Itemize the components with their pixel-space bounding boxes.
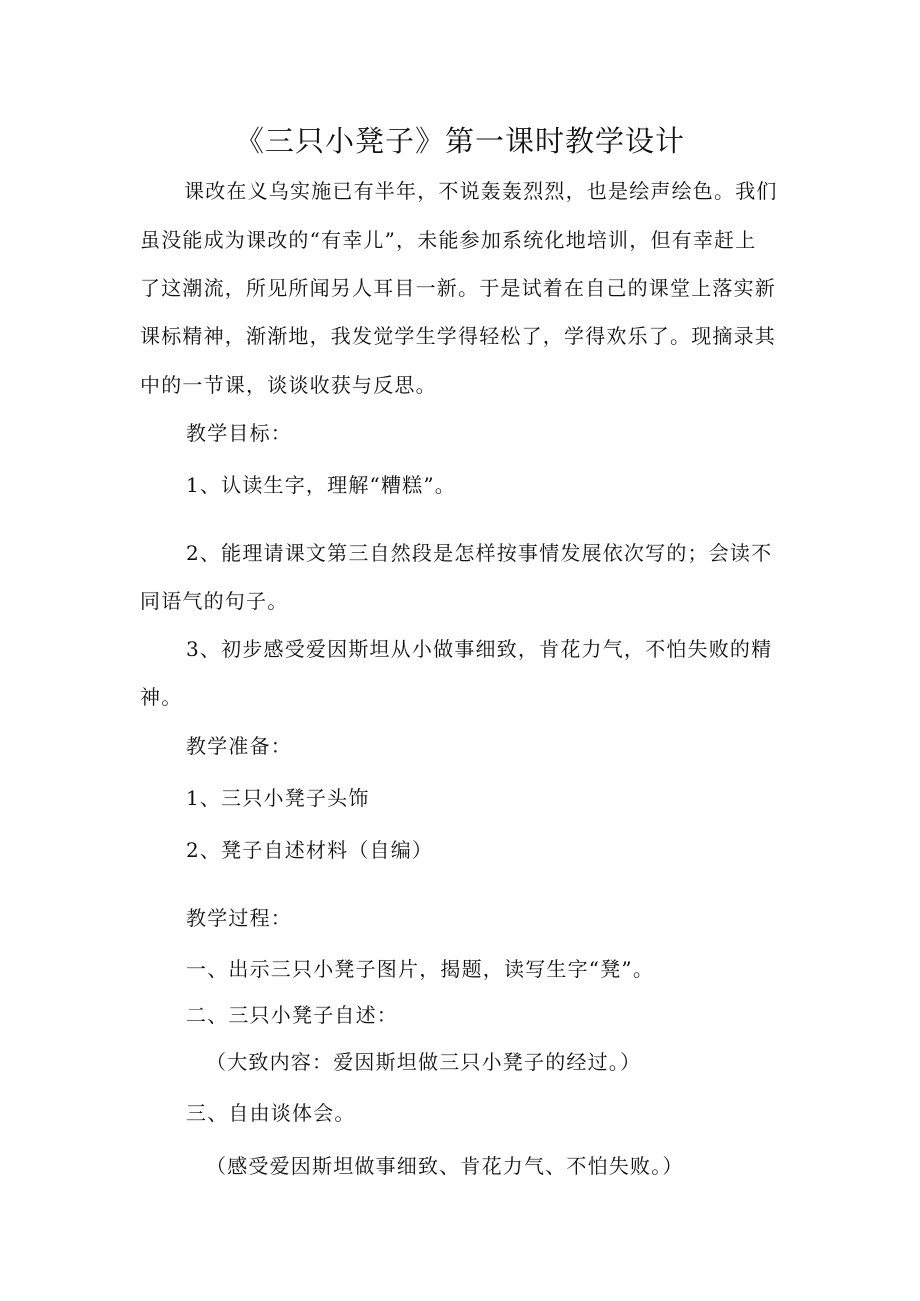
goal-2-line-2: 同语气的句子。 xyxy=(140,589,289,613)
process-step-3-note: （感受爱因斯坦做事细致、肯花力气、不怕失败。） xyxy=(206,1154,684,1178)
process-heading: 教学过程： xyxy=(186,906,292,930)
intro-line-4: 课标精神，渐渐地，我发觉学生学得轻松了，学得欢乐了。现摘录其 xyxy=(140,324,776,348)
prep-item-2: 2、凳子自述材料（自编） xyxy=(186,838,434,862)
intro-line-1: 课改在义乌实施已有半年，不说轰轰烈烈，也是绘声绘色。我们 xyxy=(184,179,778,203)
document-title: 《三只小凳子》第一课时教学设计 xyxy=(234,124,685,158)
goal-3-line-1: 3、初步感受爱因斯坦从小做事细致，肯花力气，不怕失败的精 xyxy=(186,637,773,661)
goal-3-line-2: 神。 xyxy=(140,685,183,709)
intro-line-5: 中的一节课，谈谈收获与反思。 xyxy=(140,373,437,397)
intro-line-2: 虽没能成为课改的“有幸儿”，未能参加系统化地培训，但有幸赶上 xyxy=(140,228,757,252)
process-step-1: 一、出示三只小凳子图片，揭题，读写生字“凳”。 xyxy=(186,957,655,981)
prep-item-1: 1、三只小凳子头饰 xyxy=(186,786,370,810)
process-step-2-note: （大致内容：爱因斯坦做三只小凳子的经过。） xyxy=(206,1050,642,1074)
process-step-2: 二、三只小凳子自述： xyxy=(186,1003,398,1027)
goal-1: 1、认读生字，理解“糟糕”。 xyxy=(186,473,456,497)
goals-heading: 教学目标： xyxy=(186,421,292,445)
intro-line-3: 了这潮流，所见所闻另人耳目一新。于是试着在自己的课堂上落实新 xyxy=(140,276,776,300)
prep-heading: 教学准备： xyxy=(186,734,292,758)
process-step-3: 三、自由谈体会。 xyxy=(186,1101,356,1125)
goal-2-line-1: 2、能理请课文第三自然段是怎样按事情发展依次写的；会读不 xyxy=(186,541,773,565)
